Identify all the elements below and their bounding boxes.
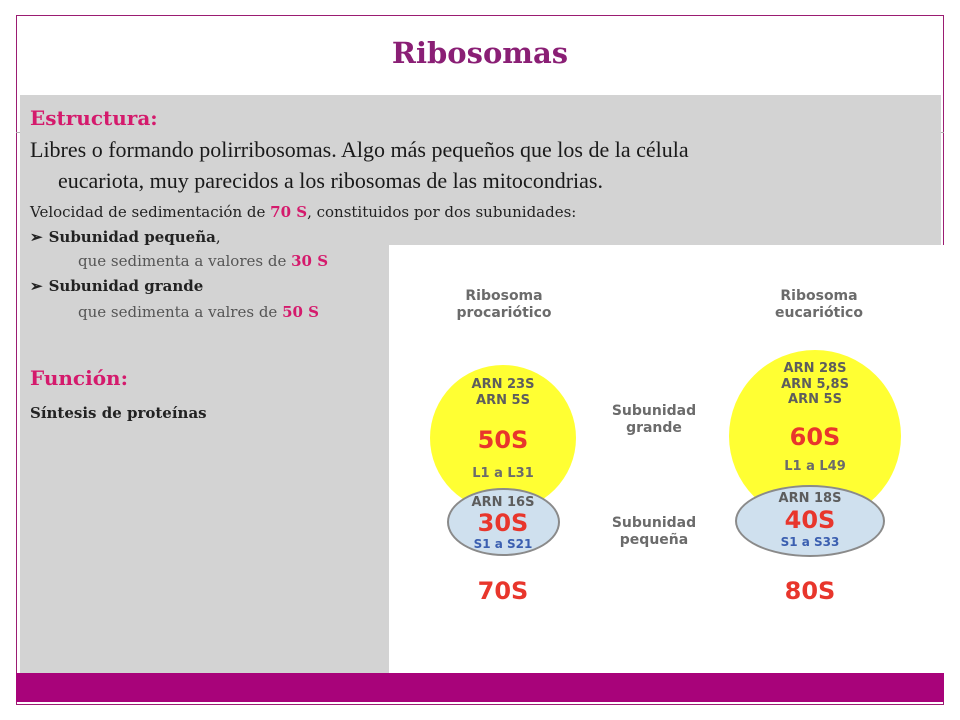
- estructura-line-1: Libres o formando polirribosomas. Algo más pequeños que los de la célula: [30, 137, 689, 162]
- velocidad-suffix: , constituidos por dos subunidades:: [307, 203, 577, 221]
- eukaryote-title-line-1: Ribosoma: [780, 288, 858, 304]
- large-subunit-value: 50 S: [282, 303, 320, 321]
- prokaryote-rna-5s: ARN 5S: [476, 392, 530, 408]
- prokaryote-total: 70S: [477, 577, 529, 605]
- estructura-paragraph: [30, 134, 930, 196]
- velocidad-prefix: Velocidad de sedimentación de: [30, 203, 271, 221]
- funcion-text: Síntesis de proteínas: [30, 404, 207, 422]
- large-subunit-detail-text: que sedimenta a valres de: [78, 303, 283, 321]
- small-subunit-detail-text: que sedimenta a valores de: [78, 252, 292, 270]
- large-subunit-detail: [78, 303, 319, 321]
- prokaryote-small-s: 30S: [477, 509, 529, 537]
- bullet-large-subunit: [30, 277, 203, 295]
- large-subunit-label: Subunidad grande: [48, 277, 204, 295]
- eukaryote-rna-5s: ARN 5S: [788, 392, 842, 408]
- middle-pequena-line-1: Subunidad: [611, 515, 697, 531]
- small-subunit-detail: [78, 252, 328, 270]
- prokaryote-title-line-2: procariótico: [456, 304, 552, 321]
- middle-grande-line-2: grande: [626, 419, 682, 436]
- prokaryote-rna-23s: ARN 23S: [471, 377, 535, 392]
- eukaryote-large-proteins: L1 a L49: [784, 459, 846, 474]
- prokaryote-title-line-1: Ribosoma: [465, 288, 543, 304]
- small-subunit-label: Subunidad pequeña: [48, 228, 216, 246]
- funcion-heading: Función:: [30, 366, 128, 390]
- eukaryote-total: 80S: [784, 577, 836, 605]
- prokaryote-large-proteins: L1 a L31: [472, 466, 534, 481]
- middle-grande-line-1: Subunidad: [611, 403, 697, 419]
- small-subunit-label-middle: [589, 515, 719, 549]
- eukaryote-large-rna: [755, 361, 875, 408]
- eukaryote-small-proteins: S1 a S33: [780, 535, 840, 549]
- middle-pequena-line-2: pequeña: [619, 531, 689, 548]
- large-subunit-label-middle: [589, 403, 719, 437]
- prokaryote-small-proteins: S1 a S21: [473, 537, 533, 551]
- arrow-right-icon: ➢: [30, 277, 43, 295]
- eukaryote-small-s: 40S: [784, 506, 836, 534]
- eukaryote-rna-5-8s: ARN 5,8S: [781, 376, 849, 392]
- estructura-heading: Estructura:: [30, 106, 158, 130]
- velocidad-value: 70 S: [270, 203, 308, 221]
- prokaryote-small-rna: ARN 16S: [471, 495, 535, 510]
- prokaryote-large-rna: [443, 377, 563, 408]
- bullet-small-subunit: [30, 228, 221, 246]
- bottom-bar: [16, 673, 944, 702]
- eukaryote-rna-28s: ARN 28S: [783, 361, 847, 376]
- arrow-right-icon: ➢: [30, 228, 43, 246]
- eukaryote-large-s: 60S: [789, 423, 841, 451]
- small-subunit-suffix: ,: [215, 228, 221, 246]
- estructura-line-2: eucariota, muy parecidos a los ribosomas de las mitocondrias.: [58, 168, 603, 193]
- ribosome-diagram: [389, 245, 944, 673]
- prokaryote-large-s: 50S: [477, 426, 529, 454]
- eukaryote-title: [744, 288, 894, 322]
- eukaryote-small-rna: ARN 18S: [778, 491, 842, 506]
- slide-title: Ribosomas: [391, 36, 569, 70]
- velocidad-line: [30, 203, 576, 221]
- eukaryote-title-line-2: eucariótico: [775, 304, 863, 321]
- prokaryote-title: [429, 288, 579, 322]
- small-subunit-value: 30 S: [291, 252, 329, 270]
